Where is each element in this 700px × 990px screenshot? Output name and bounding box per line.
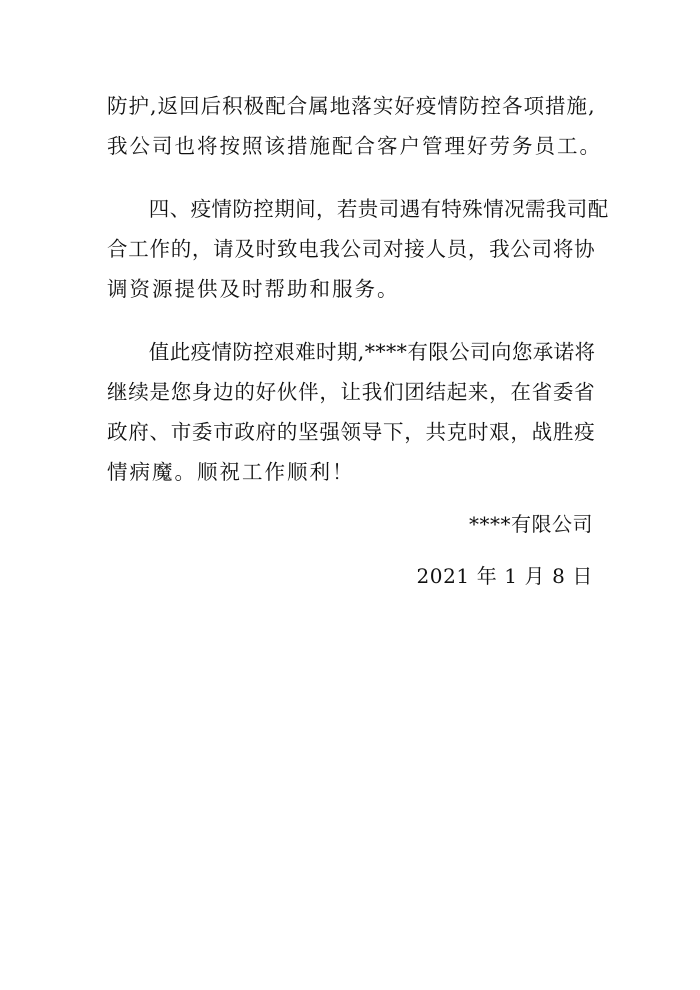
paragraph-line: 情病魔。顺祝工作顺利！ <box>107 460 355 484</box>
paragraph-line: 政府、市委市政府的坚强领导下，共克时艰，战胜疫 <box>107 420 595 444</box>
signature-date: 2021 年 1 月 8 日 <box>416 564 593 588</box>
paragraph-line: 调资源提供及时帮助和服务。 <box>107 277 400 301</box>
paragraph-line: 合工作的，请及时致电我公司对接人员，我公司将协 <box>107 237 595 261</box>
paragraph-item-four <box>107 189 609 309</box>
paragraph-line: 值此疫情防控艰难时期,****有限公司向您承诺将 <box>107 340 596 364</box>
paragraph-line: 防护,返回后积极配合属地落实好疫情防控各项措施, <box>107 94 595 118</box>
paragraph-continuation <box>107 86 602 166</box>
paragraph-line: 四、疫情防控期间，若贵司遇有特殊情况需我司配 <box>107 197 609 221</box>
paragraph-line: 继续是您身边的好伙伴，让我们团结起来，在省委省 <box>107 380 595 404</box>
signature-company: ****有限公司 <box>469 512 593 536</box>
paragraph-closing <box>107 332 595 492</box>
paragraph-line: 我公司也将按照该措施配合客户管理好劳务员工。 <box>107 134 602 158</box>
letter-body <box>107 86 609 515</box>
